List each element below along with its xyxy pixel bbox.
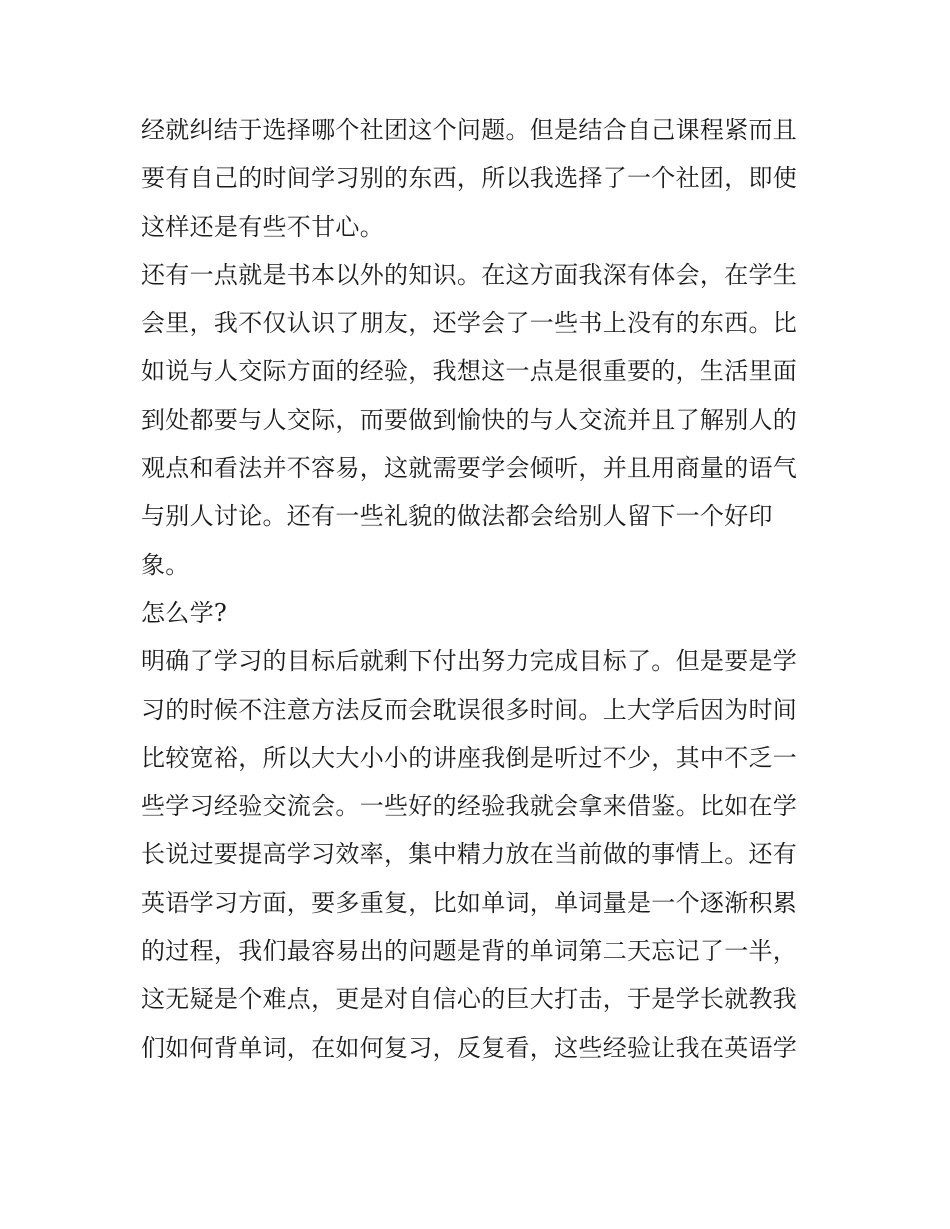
text-line: 些学习经验交流会。一些好的经验我就会拿来借鉴。比如在学 bbox=[141, 792, 798, 821]
text-line: 还有一点就是书本以外的知识。在这方面我深有体会，在学生 bbox=[141, 260, 798, 289]
text-line: 们如何背单词，在如何复习，反复看，这些经验让我在英语学 bbox=[141, 1033, 798, 1062]
section-heading: 怎么学? bbox=[141, 598, 228, 627]
text-line: 象。 bbox=[141, 550, 190, 579]
text-line: 明确了学习的目标后就剩下付出努力完成目标了。但是要是学 bbox=[141, 647, 798, 676]
text-line: 要有自己的时间学习别的东西，所以我选择了一个社团，即使 bbox=[141, 164, 798, 193]
text-line: 会里，我不仅认识了朋友，还学会了一些书上没有的东西。比 bbox=[141, 309, 798, 338]
text-line: 长说过要提高学习效率，集中精力放在当前做的事情上。还有 bbox=[141, 840, 798, 869]
text-line: 经就纠结于选择哪个社团这个问题。但是结合自己课程紧而且 bbox=[141, 116, 798, 144]
text-line: 比较宽裕，所以大大小小的讲座我倒是听过不少，其中不乏一 bbox=[141, 743, 798, 772]
text-line: 习的时候不注意方法反而会耽误很多时间。上大学后因为时间 bbox=[141, 695, 798, 724]
text-line: 这样还是有些不甘心。 bbox=[141, 212, 384, 241]
text-line: 英语学习方面，要多重复，比如单词，单词量是一个逐渐积累 bbox=[141, 888, 798, 917]
text-line: 观点和看法并不容易，这就需要学会倾听，并且用商量的语气 bbox=[141, 454, 798, 483]
text-line: 如说与人交际方面的经验，我想这一点是很重要的，生活里面 bbox=[141, 357, 798, 386]
text-line: 到处都要与人交际，而要做到愉快的与人交流并且了解别人的 bbox=[141, 405, 798, 434]
text-line: 这无疑是个难点，更是对自信心的巨大打击，于是学长就教我 bbox=[141, 985, 798, 1014]
body-text bbox=[141, 106, 813, 1072]
text-line: 与别人讨论。还有一些礼貌的做法都会给别人留下一个好印 bbox=[141, 502, 773, 531]
text-line: 的过程，我们最容易出的问题是背的单词第二天忘记了一半， bbox=[141, 937, 798, 966]
